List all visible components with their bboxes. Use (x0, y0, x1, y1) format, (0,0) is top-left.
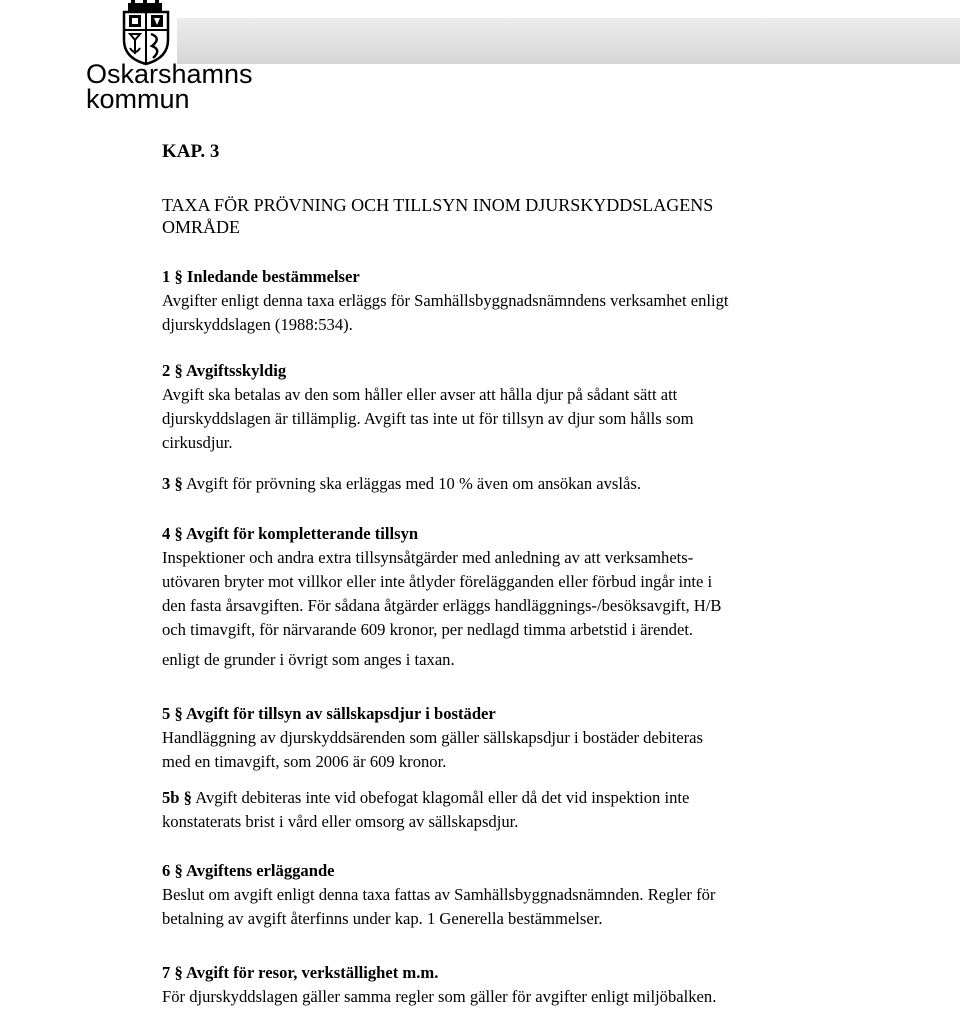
paragraph-line: betalning av avgift återfinns under kap. 1 Generella bestämmelser. (162, 909, 603, 928)
paragraph-line: Avgift ska betalas av den som håller eller avser att hålla djur på sådant sätt att (162, 385, 678, 404)
section-1 (162, 265, 942, 337)
paragraph-line: den fasta årsavgiften. För sådana åtgärder erläggs handläggnings-/besöksavgift, H/B (162, 596, 722, 615)
section-number: 6 § (162, 861, 183, 880)
org-name-line2: kommun (86, 84, 190, 114)
section-heading (162, 859, 942, 883)
section-heading (162, 702, 942, 726)
paragraph-line: Beslut om avgift enligt denna taxa fattas av Samhällsbyggnadsnämnden. Regler för (162, 885, 716, 904)
paragraph-line: cirkusdjur. (162, 433, 233, 452)
section-title: Inledande bestämmelser (186, 267, 360, 286)
section-3 (162, 472, 942, 496)
section-number: 1 § (162, 267, 183, 286)
section-text: Avgift för prövning ska erläggas med 10 % även om ansökan avslås. (185, 474, 641, 493)
section-4-continuation (162, 648, 942, 672)
section-title: Avgift för tillsyn av sällskapsdjur i bostäder (185, 704, 496, 723)
section-title: Avgiftens erläggande (185, 861, 335, 880)
paragraph-line: Handläggning av djurskyddsärenden som gäller sällskapsdjur i bostäder debiteras (162, 728, 704, 747)
paragraph-line: konstaterats brist i vård eller omsorg av sällskapsdjur. (162, 812, 519, 831)
chapter-heading: KAP. 3 (162, 141, 220, 162)
section-title: Avgift för resor, verkställighet m.m. (185, 963, 439, 982)
paragraph-line: För djurskyddslagen gäller samma regler som gäller för avgifter enligt miljöbalken. (162, 987, 717, 1006)
section-heading (162, 359, 942, 383)
title-line: TAXA FÖR PRÖVNING OCH TILLSYN INOM DJURSKYDDSLAGENS (162, 195, 714, 215)
paragraph-line: utövaren bryter mot villkor eller inte åtlyder förelägganden eller förbud ingår inte i (162, 572, 713, 591)
section-6 (162, 859, 942, 931)
document-body (162, 140, 942, 1031)
section-4 (162, 522, 942, 642)
organization-name (86, 59, 253, 114)
section-number: 2 § (162, 361, 183, 380)
paragraph-line (162, 786, 942, 810)
section-number: 7 § (162, 963, 183, 982)
header-bar (177, 18, 960, 64)
section-number: 3 § (162, 474, 183, 493)
title-line: OMRÅDE (162, 217, 241, 237)
section-7 (162, 961, 942, 1009)
section-heading (162, 265, 942, 289)
section-text: Avgift debiteras inte vid obefogat klagomål eller då det vid inspektion inte (195, 788, 690, 807)
paragraph-line: djurskyddslagen är tillämplig. Avgift tas inte ut för tillsyn av djur som hålls som (162, 409, 694, 428)
section-5 (162, 702, 942, 774)
section-title: Avgift för kompletterande tillsyn (185, 524, 419, 543)
section-number: 5 § (162, 704, 183, 723)
paragraph-line: och timavgift, för närvarande 609 kronor, per nedlagd timma arbetstid i ärendet. (162, 620, 694, 639)
paragraph-line (162, 472, 942, 496)
section-title: Avgiftsskyldig (185, 361, 287, 380)
section-2 (162, 359, 942, 455)
paragraph-line: Avgifter enligt denna taxa erläggs för Samhällsbyggnadsnämndens verksamhet enligt (162, 291, 729, 310)
paragraph-line: med en timavgift, som 2006 är 609 kronor. (162, 752, 447, 771)
section-5b (162, 786, 942, 834)
document-title (162, 194, 942, 238)
section-number: 5b § (162, 788, 192, 807)
section-heading (162, 961, 942, 985)
paragraph-line: djurskyddslagen (1988:534). (162, 315, 353, 334)
org-name-line1: Oskarshamns (86, 59, 253, 89)
section-number: 4 § (162, 524, 183, 543)
paragraph-line: enligt de grunder i övrigt som anges i taxan. (162, 650, 455, 669)
paragraph-line: Inspektioner och andra extra tillsynsåtgärder med anledning av att verksamhets- (162, 548, 694, 567)
municipal-crest-logo (118, 0, 174, 66)
section-heading (162, 522, 942, 546)
